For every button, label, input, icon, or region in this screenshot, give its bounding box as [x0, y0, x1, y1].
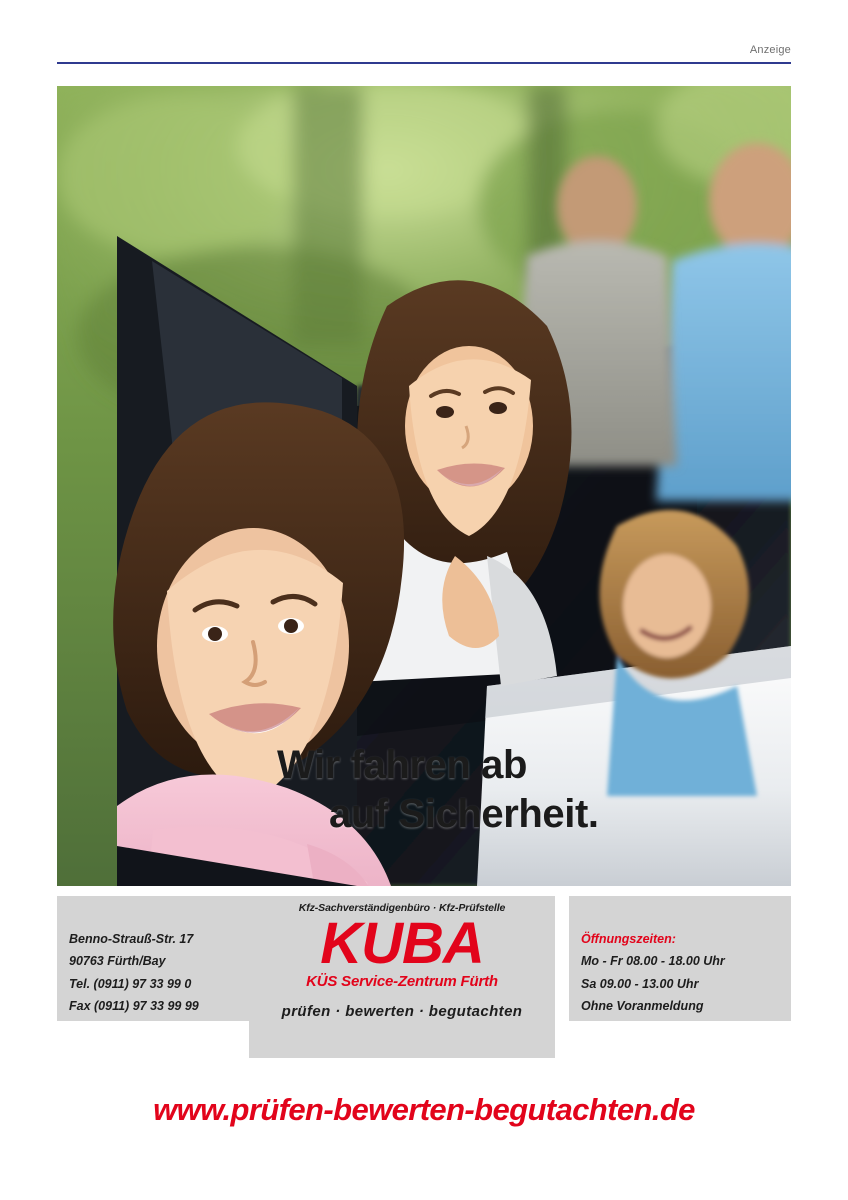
brand-name: KUBA	[320, 911, 484, 976]
contact-phone: Tel. (0911) 97 33 99 0	[69, 976, 192, 991]
opening-hours-weekdays: Mo - Fr 08.00 - 18.00 Uhr	[581, 954, 725, 969]
header-rule	[57, 62, 791, 64]
opening-hours-title: Öffnungszeiten:	[581, 932, 676, 946]
photo-headline	[277, 741, 777, 839]
contact-block	[69, 928, 249, 1017]
contact-city: 90763 Fürth/Bay	[69, 954, 166, 969]
panel-bottom-background	[249, 1021, 555, 1058]
brand-subtitle: KÜS Service-Zentrum Fürth	[306, 973, 498, 991]
headline-line-2: auf Sicherheit.	[329, 791, 599, 836]
brand-claim: prüfen · bewerten · begutachten	[281, 1003, 523, 1021]
opening-hours-saturday: Sa 09.00 - 13.00 Uhr	[581, 976, 699, 991]
brand-tagline: Kfz-Sachverständigenbüro · Kfz-Prüfstelle	[298, 902, 506, 914]
brand-block	[249, 896, 555, 1020]
contact-fax: Fax (0911) 97 33 99 99	[69, 998, 199, 1013]
headline-line-1: Wir fahren ab	[277, 743, 528, 787]
anzeige-label: Anzeige	[749, 44, 791, 56]
family-with-car-photo	[57, 86, 791, 886]
opening-hours-block	[581, 928, 791, 1017]
contact-street: Benno-Strauß-Str. 17	[69, 932, 194, 946]
website-url[interactable]: www.prüfen-bewerten-begutachten.de	[153, 1092, 695, 1127]
opening-hours-note: Ohne Voranmeldung	[581, 998, 704, 1013]
advert-info-bar	[57, 896, 791, 1058]
